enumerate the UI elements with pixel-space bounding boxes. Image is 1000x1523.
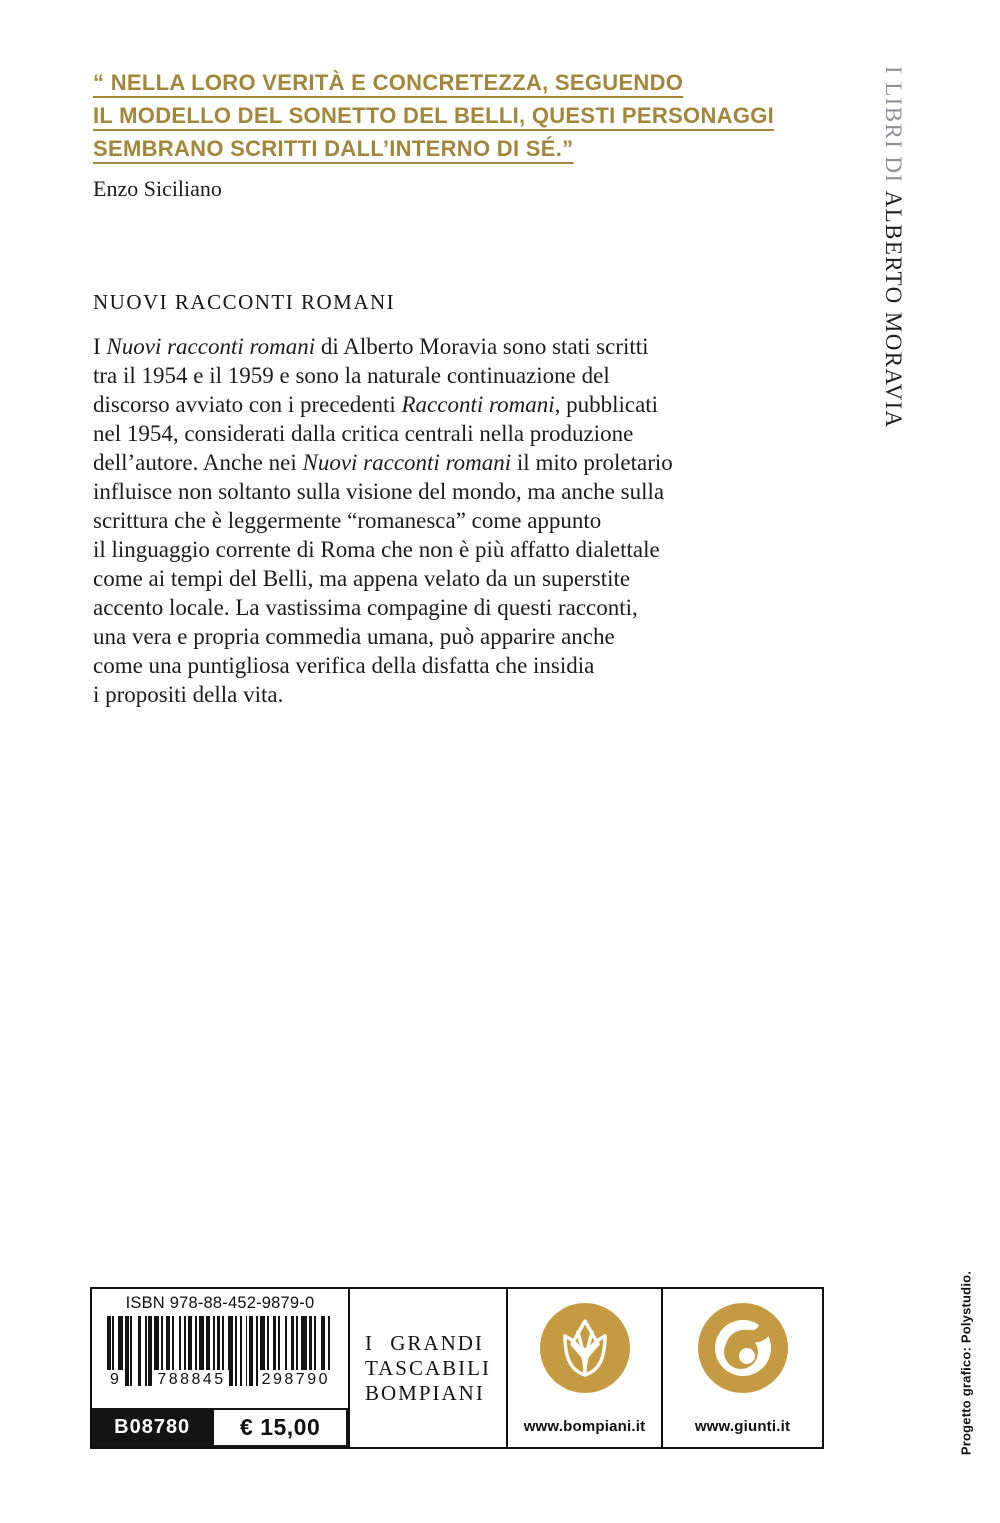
publisher-code-badge: B08780: [92, 1408, 212, 1447]
imprint-line: I GRANDI: [365, 1330, 484, 1355]
series-author: ALBERTO MORAVIA: [881, 190, 906, 429]
body-line: dell’autore. Anche nei Nuovi racconti romani il mito proletario: [93, 450, 673, 475]
body-line: influisce non soltanto sulla visione del mondo, ma anche sulla: [93, 479, 665, 504]
book-title-heading: NUOVI RACCONTI ROMANI: [93, 290, 396, 314]
ean-barcode: [107, 1316, 333, 1386]
giunti-cell: [661, 1289, 822, 1447]
design-credit: Progetto grafico: Polystudio.: [958, 1270, 974, 1456]
body-line: discorso avviato con i precedenti Racconti romani, pubblicati: [93, 392, 659, 417]
body-line: nel 1954, considerati dalla critica centrali nella produzione: [93, 421, 634, 446]
barcode-digits: [107, 1370, 333, 1389]
barcode-digit-group: 298790: [259, 1370, 333, 1389]
quote-line: “ NELLA LORO VERITÀ E CONCRETEZZA, SEGUENDO: [93, 70, 684, 95]
bompiani-url: www.bompiani.it: [523, 1418, 646, 1435]
body-line: come ai tempi del Belli, ma appena velato da un superstite: [93, 566, 631, 591]
barcode-digit-group: 9: [107, 1370, 124, 1389]
body-line: I Nuovi racconti romani di Alberto Moravia sono stati scritti: [93, 334, 649, 359]
giunti-g-logo-icon: [697, 1302, 789, 1394]
body-line: tra il 1954 e il 1959 e sono la naturale continuazione del: [93, 363, 610, 388]
quote-attribution: Enzo Siciliano: [93, 176, 222, 201]
quote-line: SEMBRANO SCRITTI DALL’INTERNO DI SÉ.”: [93, 136, 574, 161]
bompiani-cell: [506, 1289, 661, 1447]
bompiani-flower-logo-icon: [539, 1302, 631, 1394]
imprint-name: [365, 1331, 491, 1406]
body-line: scrittura che è leggermente “romanesca” come appunto: [93, 508, 602, 533]
imprint-line: BOMPIANI: [365, 1380, 485, 1405]
body-line: come una puntigliosa verifica della disfatta che insidia: [93, 653, 595, 678]
series-spine-title: [880, 66, 906, 429]
imprint-cell: [348, 1289, 506, 1447]
review-quote: [93, 66, 873, 202]
series-prefix: I LIBRI DI: [881, 66, 906, 191]
imprint-line: TASCABILI: [365, 1355, 491, 1380]
isbn-label: ISBN 978-88-452-9879-0: [125, 1294, 315, 1312]
body-line: accento locale. La vastissima compagine di questi racconti,: [93, 595, 638, 620]
giunti-url: www.giunti.it: [694, 1418, 791, 1435]
price-label: € 15,00: [212, 1408, 348, 1447]
quote-line: IL MODELLO DEL SONETTO DEL BELLI, QUESTI PERSONAGGI: [93, 103, 775, 128]
body-line: i propositi della vita.: [93, 682, 284, 707]
footer-bar: [90, 1287, 824, 1449]
body-text: [93, 332, 833, 709]
barcode-cell: [92, 1289, 348, 1447]
code-price-row: [92, 1408, 348, 1447]
body-line: il linguaggio corrente di Roma che non è più affatto dialettale: [93, 537, 660, 562]
quote-lines: [93, 66, 873, 165]
body-line: una vera e propria commedia umana, può apparire anche: [93, 624, 615, 649]
barcode-digit-group: 788845: [154, 1370, 228, 1389]
